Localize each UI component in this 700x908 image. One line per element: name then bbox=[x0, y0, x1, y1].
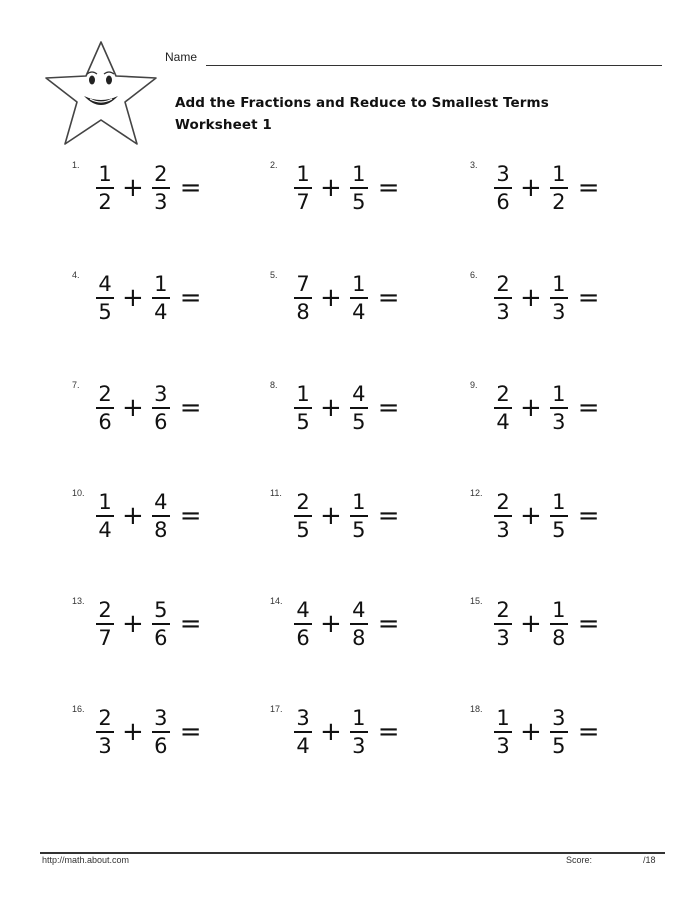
equals-sign: = bbox=[577, 393, 600, 423]
numerator: 2 bbox=[496, 598, 510, 622]
fraction-expression bbox=[96, 268, 202, 328]
plus-sign: + bbox=[320, 283, 342, 313]
fraction-b bbox=[550, 382, 568, 434]
problem-2 bbox=[270, 158, 460, 228]
denominator: 7 bbox=[296, 190, 310, 214]
problem-1 bbox=[72, 158, 262, 228]
problem-8 bbox=[270, 378, 460, 448]
plus-sign: + bbox=[122, 173, 144, 203]
denominator: 5 bbox=[98, 300, 112, 324]
plus-sign: + bbox=[122, 283, 144, 313]
fraction-bar bbox=[152, 731, 170, 733]
fraction-bar bbox=[494, 187, 512, 189]
numerator: 2 bbox=[296, 490, 310, 514]
numerator: 2 bbox=[98, 706, 112, 730]
equals-sign: = bbox=[377, 393, 400, 423]
fraction-bar bbox=[96, 623, 114, 625]
problem-10 bbox=[72, 486, 262, 556]
fraction-b bbox=[350, 598, 368, 650]
numerator: 1 bbox=[496, 706, 510, 730]
plus-sign: + bbox=[520, 173, 542, 203]
fraction-expression bbox=[96, 158, 202, 218]
problem-5 bbox=[270, 268, 460, 338]
fraction-bar bbox=[294, 187, 312, 189]
fraction-expression bbox=[494, 268, 600, 328]
footer-score-label: Score: bbox=[566, 855, 593, 865]
denominator: 6 bbox=[154, 410, 168, 434]
fraction-b bbox=[550, 272, 568, 324]
numerator: 1 bbox=[552, 382, 566, 406]
plus-sign: + bbox=[520, 283, 542, 313]
numerator: 1 bbox=[98, 162, 112, 186]
numerator: 1 bbox=[352, 272, 366, 296]
numerator: 7 bbox=[296, 272, 310, 296]
plus-sign: + bbox=[320, 173, 342, 203]
problem-number: 1. bbox=[72, 160, 80, 170]
problem-number: 3. bbox=[470, 160, 478, 170]
problem-15 bbox=[470, 594, 660, 664]
plus-sign: + bbox=[520, 501, 542, 531]
fraction-b bbox=[350, 272, 368, 324]
fraction-bar bbox=[550, 515, 568, 517]
denominator: 8 bbox=[296, 300, 310, 324]
numerator: 1 bbox=[552, 272, 566, 296]
title-line-2: Worksheet 1 bbox=[175, 117, 272, 133]
fraction-a bbox=[294, 706, 312, 758]
fraction-expression bbox=[294, 268, 400, 328]
problem-3 bbox=[470, 158, 660, 228]
denominator: 8 bbox=[154, 518, 168, 542]
numerator: 3 bbox=[154, 706, 168, 730]
fraction-expression bbox=[294, 486, 400, 546]
fraction-bar bbox=[494, 623, 512, 625]
numerator: 2 bbox=[98, 598, 112, 622]
numerator: 2 bbox=[154, 162, 168, 186]
numerator: 3 bbox=[552, 706, 566, 730]
fraction-a bbox=[96, 272, 114, 324]
fraction-bar bbox=[350, 187, 368, 189]
fraction-bar bbox=[494, 407, 512, 409]
numerator: 2 bbox=[98, 382, 112, 406]
denominator: 3 bbox=[496, 518, 510, 542]
denominator: 6 bbox=[154, 734, 168, 758]
denominator: 4 bbox=[496, 410, 510, 434]
problem-number: 6. bbox=[470, 270, 478, 280]
denominator: 3 bbox=[496, 626, 510, 650]
fraction-a bbox=[96, 490, 114, 542]
equals-sign: = bbox=[179, 501, 202, 531]
equals-sign: = bbox=[577, 173, 600, 203]
fraction-b bbox=[550, 598, 568, 650]
fraction-bar bbox=[350, 515, 368, 517]
denominator: 3 bbox=[352, 734, 366, 758]
equals-sign: = bbox=[179, 609, 202, 639]
numerator: 1 bbox=[352, 490, 366, 514]
problem-14 bbox=[270, 594, 460, 664]
numerator: 1 bbox=[552, 598, 566, 622]
denominator: 6 bbox=[154, 626, 168, 650]
denominator: 4 bbox=[154, 300, 168, 324]
fraction-bar bbox=[550, 623, 568, 625]
fraction-b bbox=[350, 382, 368, 434]
denominator: 5 bbox=[352, 190, 366, 214]
denominator: 3 bbox=[496, 734, 510, 758]
denominator: 6 bbox=[98, 410, 112, 434]
equals-sign: = bbox=[577, 717, 600, 747]
problem-7 bbox=[72, 378, 262, 448]
equals-sign: = bbox=[577, 609, 600, 639]
denominator: 8 bbox=[552, 626, 566, 650]
problem-number: 10. bbox=[72, 488, 85, 498]
denominator: 2 bbox=[98, 190, 112, 214]
plus-sign: + bbox=[320, 501, 342, 531]
numerator: 4 bbox=[352, 598, 366, 622]
fraction-expression bbox=[96, 486, 202, 546]
problem-12 bbox=[470, 486, 660, 556]
fraction-a bbox=[494, 272, 512, 324]
fraction-a bbox=[96, 598, 114, 650]
numerator: 4 bbox=[154, 490, 168, 514]
numerator: 1 bbox=[98, 490, 112, 514]
denominator: 6 bbox=[496, 190, 510, 214]
fraction-bar bbox=[152, 623, 170, 625]
fraction-bar bbox=[350, 623, 368, 625]
fraction-a bbox=[494, 162, 512, 214]
equals-sign: = bbox=[377, 609, 400, 639]
fraction-b bbox=[550, 162, 568, 214]
numerator: 2 bbox=[496, 272, 510, 296]
denominator: 5 bbox=[552, 518, 566, 542]
fraction-a bbox=[96, 162, 114, 214]
denominator: 4 bbox=[352, 300, 366, 324]
equals-sign: = bbox=[179, 393, 202, 423]
plus-sign: + bbox=[320, 393, 342, 423]
plus-sign: + bbox=[122, 609, 144, 639]
problem-number: 12. bbox=[470, 488, 483, 498]
equals-sign: = bbox=[377, 283, 400, 313]
numerator: 1 bbox=[352, 162, 366, 186]
fraction-expression bbox=[294, 158, 400, 218]
fraction-b bbox=[350, 490, 368, 542]
plus-sign: + bbox=[122, 717, 144, 747]
numerator: 1 bbox=[552, 162, 566, 186]
fraction-expression bbox=[494, 486, 600, 546]
numerator: 4 bbox=[352, 382, 366, 406]
fraction-a bbox=[494, 706, 512, 758]
fraction-bar bbox=[294, 297, 312, 299]
denominator: 3 bbox=[154, 190, 168, 214]
plus-sign: + bbox=[122, 501, 144, 531]
denominator: 5 bbox=[296, 518, 310, 542]
numerator: 2 bbox=[496, 382, 510, 406]
fraction-a bbox=[294, 490, 312, 542]
problem-number: 7. bbox=[72, 380, 80, 390]
denominator: 5 bbox=[296, 410, 310, 434]
problem-number: 16. bbox=[72, 704, 85, 714]
problem-4 bbox=[72, 268, 262, 338]
fraction-bar bbox=[550, 731, 568, 733]
fraction-bar bbox=[152, 407, 170, 409]
denominator: 5 bbox=[352, 410, 366, 434]
problem-6 bbox=[470, 268, 660, 338]
numerator: 1 bbox=[352, 706, 366, 730]
fraction-bar bbox=[550, 407, 568, 409]
fraction-a bbox=[294, 598, 312, 650]
fraction-b bbox=[350, 706, 368, 758]
fraction-b bbox=[550, 490, 568, 542]
numerator: 2 bbox=[496, 490, 510, 514]
problem-number: 4. bbox=[72, 270, 80, 280]
fraction-expression bbox=[294, 594, 400, 654]
fraction-a bbox=[494, 490, 512, 542]
denominator: 6 bbox=[296, 626, 310, 650]
fraction-bar bbox=[152, 515, 170, 517]
title-line-1: Add the Fractions and Reduce to Smallest Terms bbox=[175, 95, 549, 111]
plus-sign: + bbox=[520, 393, 542, 423]
footer-source: http://math.about.com bbox=[42, 855, 130, 865]
fraction-bar bbox=[96, 731, 114, 733]
problem-number: 5. bbox=[270, 270, 278, 280]
plus-sign: + bbox=[520, 717, 542, 747]
problem-number: 13. bbox=[72, 596, 85, 606]
fraction-bar bbox=[550, 297, 568, 299]
plus-sign: + bbox=[122, 393, 144, 423]
fraction-a bbox=[494, 598, 512, 650]
problem-number: 2. bbox=[270, 160, 278, 170]
fraction-b bbox=[152, 382, 170, 434]
fraction-expression bbox=[494, 594, 600, 654]
fraction-b bbox=[152, 598, 170, 650]
denominator: 3 bbox=[496, 300, 510, 324]
denominator: 4 bbox=[98, 518, 112, 542]
fraction-expression bbox=[294, 378, 400, 438]
fraction-bar bbox=[550, 187, 568, 189]
fraction-b bbox=[152, 706, 170, 758]
fraction-bar bbox=[152, 187, 170, 189]
fraction-bar bbox=[294, 407, 312, 409]
problem-13 bbox=[72, 594, 262, 664]
denominator: 5 bbox=[552, 734, 566, 758]
equals-sign: = bbox=[179, 717, 202, 747]
numerator: 3 bbox=[496, 162, 510, 186]
equals-sign: = bbox=[377, 501, 400, 531]
problem-number: 17. bbox=[270, 704, 283, 714]
fraction-expression bbox=[294, 702, 400, 762]
fraction-bar bbox=[294, 623, 312, 625]
fraction-expression bbox=[494, 378, 600, 438]
fraction-bar bbox=[294, 515, 312, 517]
equals-sign: = bbox=[577, 501, 600, 531]
footer-divider bbox=[40, 852, 665, 854]
problem-number: 9. bbox=[470, 380, 478, 390]
denominator: 4 bbox=[296, 734, 310, 758]
fraction-expression bbox=[96, 702, 202, 762]
fraction-a bbox=[494, 382, 512, 434]
fraction-b bbox=[152, 162, 170, 214]
problem-11 bbox=[270, 486, 460, 556]
denominator: 5 bbox=[352, 518, 366, 542]
fraction-b bbox=[350, 162, 368, 214]
problem-17 bbox=[270, 702, 460, 772]
plus-sign: + bbox=[520, 609, 542, 639]
fraction-bar bbox=[494, 731, 512, 733]
denominator: 3 bbox=[98, 734, 112, 758]
fraction-a bbox=[96, 706, 114, 758]
problem-number: 15. bbox=[470, 596, 483, 606]
fraction-bar bbox=[350, 407, 368, 409]
fraction-a bbox=[294, 272, 312, 324]
equals-sign: = bbox=[377, 717, 400, 747]
problem-16 bbox=[72, 702, 262, 772]
fraction-bar bbox=[294, 731, 312, 733]
fraction-bar bbox=[494, 515, 512, 517]
footer-score-total: /18 bbox=[643, 855, 656, 865]
problem-number: 11. bbox=[270, 488, 282, 498]
equals-sign: = bbox=[377, 173, 400, 203]
numerator: 1 bbox=[296, 162, 310, 186]
fraction-a bbox=[294, 162, 312, 214]
numerator: 4 bbox=[296, 598, 310, 622]
equals-sign: = bbox=[577, 283, 600, 313]
fraction-bar bbox=[152, 297, 170, 299]
fraction-expression bbox=[494, 158, 600, 218]
problem-number: 14. bbox=[270, 596, 283, 606]
numerator: 3 bbox=[154, 382, 168, 406]
problem-18 bbox=[470, 702, 660, 772]
denominator: 8 bbox=[352, 626, 366, 650]
fraction-bar bbox=[350, 731, 368, 733]
fraction-bar bbox=[96, 407, 114, 409]
plus-sign: + bbox=[320, 717, 342, 747]
fraction-bar bbox=[350, 297, 368, 299]
fraction-expression bbox=[494, 702, 600, 762]
numerator: 1 bbox=[296, 382, 310, 406]
denominator: 3 bbox=[552, 300, 566, 324]
denominator: 2 bbox=[552, 190, 566, 214]
fraction-bar bbox=[96, 515, 114, 517]
fraction-expression bbox=[96, 378, 202, 438]
denominator: 3 bbox=[552, 410, 566, 434]
equals-sign: = bbox=[179, 283, 202, 313]
fraction-bar bbox=[96, 187, 114, 189]
equals-sign: = bbox=[179, 173, 202, 203]
numerator: 5 bbox=[154, 598, 168, 622]
fraction-b bbox=[152, 490, 170, 542]
problem-number: 8. bbox=[270, 380, 278, 390]
fraction-expression bbox=[96, 594, 202, 654]
denominator: 7 bbox=[98, 626, 112, 650]
numerator: 3 bbox=[296, 706, 310, 730]
fraction-bar bbox=[96, 297, 114, 299]
problem-9 bbox=[470, 378, 660, 448]
fraction-b bbox=[550, 706, 568, 758]
fraction-b bbox=[152, 272, 170, 324]
fraction-a bbox=[294, 382, 312, 434]
numerator: 4 bbox=[98, 272, 112, 296]
fraction-a bbox=[96, 382, 114, 434]
fraction-bar bbox=[494, 297, 512, 299]
problem-number: 18. bbox=[470, 704, 483, 714]
numerator: 1 bbox=[154, 272, 168, 296]
numerator: 1 bbox=[552, 490, 566, 514]
plus-sign: + bbox=[320, 609, 342, 639]
name-label: Name bbox=[165, 50, 198, 64]
